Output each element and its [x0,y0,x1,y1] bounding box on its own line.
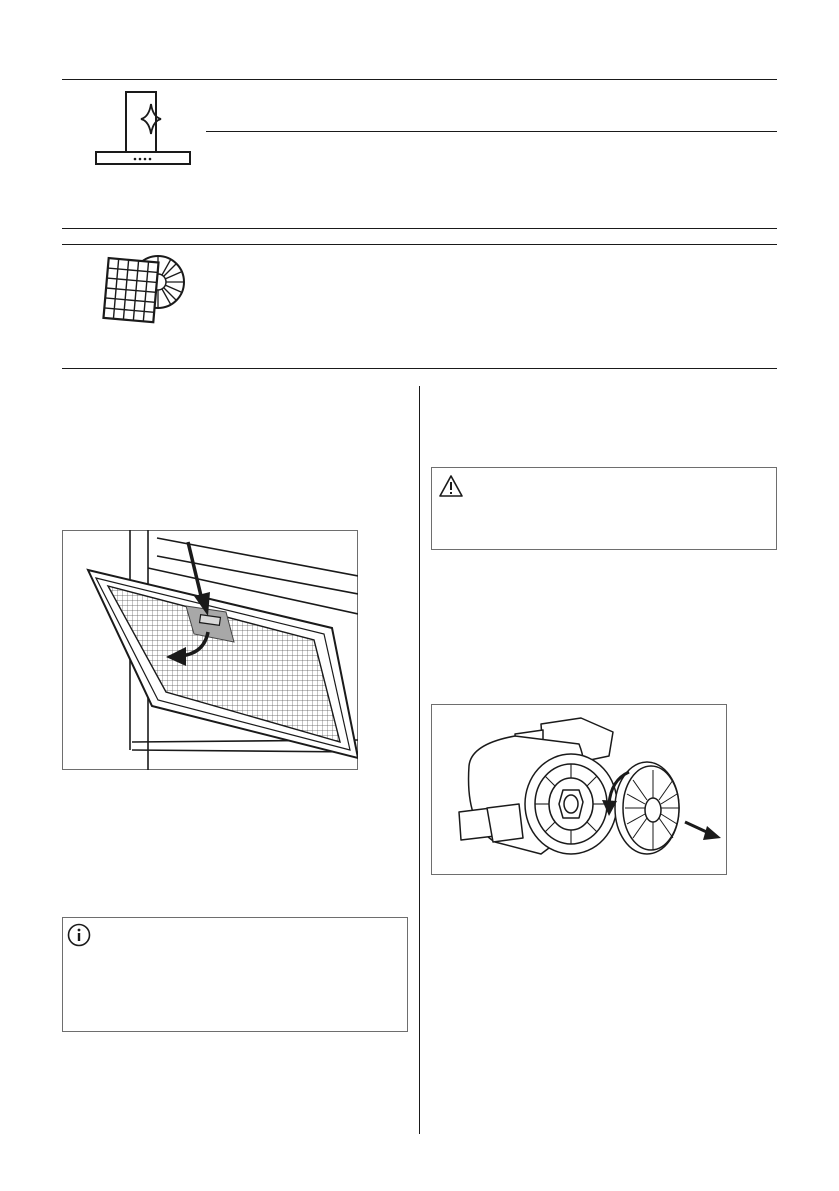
section-top-rule [62,244,777,245]
info-note-box [62,917,408,1032]
warning-icon [438,474,464,498]
info-icon [67,923,91,947]
grease-filter-illustration [62,530,358,770]
charcoal-filter-icon [94,250,194,335]
warning-note-box [431,467,777,550]
section-bottom-rule [62,228,777,229]
section-top-rule [62,79,777,80]
cooker-hood-sparkle-icon [94,90,194,170]
section-inner-rule [206,131,777,132]
column-divider [419,386,420,1134]
charcoal-filter-illustration [431,704,727,875]
section-bottom-rule [62,368,777,369]
